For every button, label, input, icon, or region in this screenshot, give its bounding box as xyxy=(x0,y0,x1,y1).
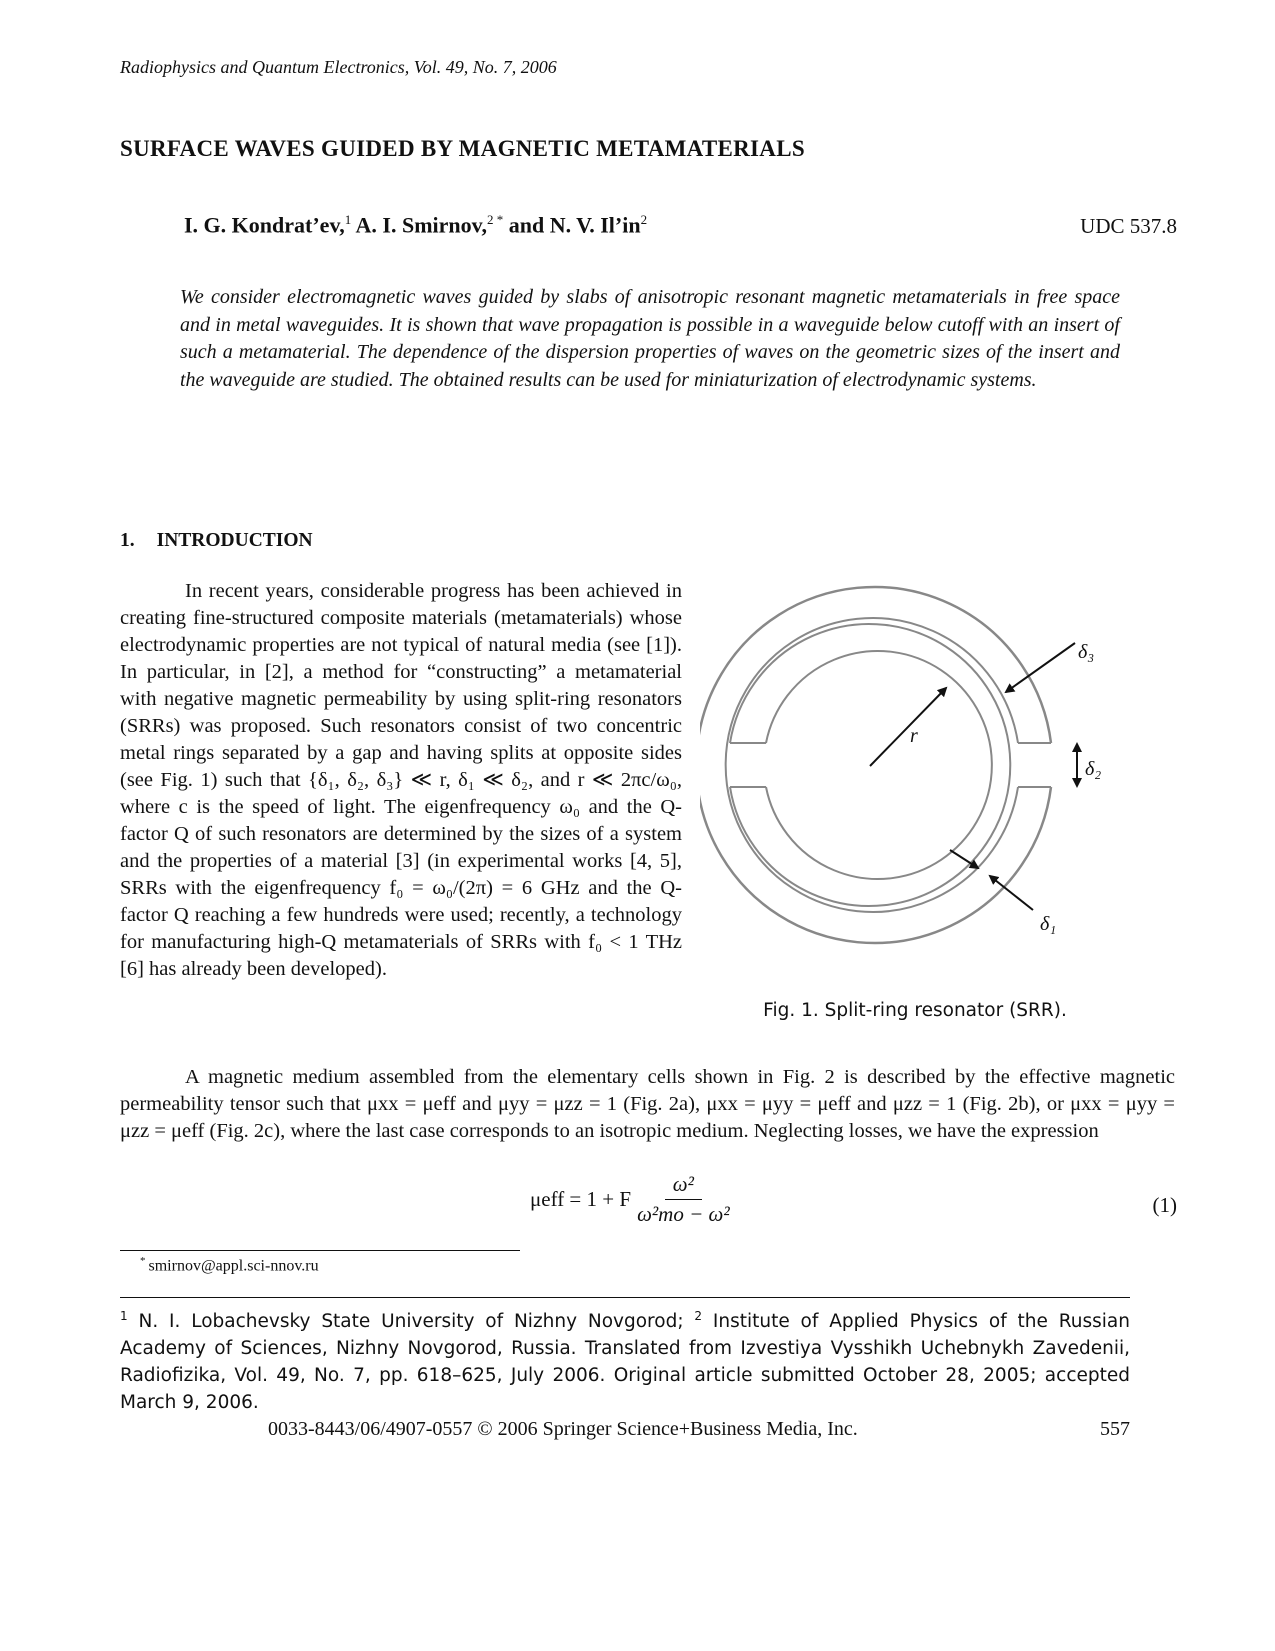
author-2: A. I. Smirnov, xyxy=(355,212,487,238)
section-title: INTRODUCTION xyxy=(156,530,313,551)
paragraph-2: A magnetic medium assembled from the elementary cells shown in Fig. 2 is described by the effective magnetic permeability tensor such that μxx = μeff and μyy = μzz = 1 (Fig. 2a), μxx = μyy = μeff and μzz = 1 (Fig. 2b), or μxx = μyy = μzz = μeff (Fig. 2c), where the last case corresponds to an isotropic medium. Neglecting losses, we have the expression xyxy=(120,1066,1175,1142)
body-full-width xyxy=(120,1064,1175,1145)
delta3-arrow xyxy=(1006,643,1075,692)
author-list xyxy=(184,212,647,238)
affil-mark-2: 2 xyxy=(694,1309,703,1323)
footnote-divider xyxy=(120,1250,520,1251)
author-3-affil: 2 xyxy=(640,212,648,227)
intro-column xyxy=(120,578,682,983)
delta3-label: δ₃ xyxy=(1078,641,1095,663)
author-2-affil: 2 * xyxy=(486,212,504,227)
copyright-line: 0033-8443/06/4907-0557 © 2006 Springer Science+Business Media, Inc. xyxy=(268,1418,858,1440)
delta1-label: δ₁ xyxy=(1040,913,1057,935)
section-number: 1. xyxy=(120,530,135,551)
inner-ring-inner-edge xyxy=(766,651,992,879)
equation-fraction xyxy=(637,1172,730,1227)
footnote-email xyxy=(140,1255,319,1275)
equation-numerator: ω² xyxy=(665,1172,702,1200)
intro-paragraph: In recent years, considerable progress has been achieved in creating fine-structured composite materials (metamaterials) whose electrodynamic properties are not typical of natural media (see [1]). In particular, in [2], a method for “constructing” a metamaterial with negative magnetic permeability by using split-ring resonators (SRRs) was proposed. Such resonators consist of two concentric metal rings separated by a gap and having splits at opposite sides (see Fig. 1) such that {δ₁, δ₂, δ₃} ≪ r, δ₁ ≪ δ₂, and r ≪ 2πc/ω₀, where c is the speed of light. The eigenfrequency ω₀ and the Q-factor Q of such resonators are determined by the sizes of a system and the properties of a material [3] (in experimental works [4, 5], SRRs with the eigenfrequency f₀ = ω₀/(2π) = 6 GHz and the Q-factor Q reaching a few hundreds were used; recently, a technology for manufacturing high-Q metamaterials of SRRs with f₀ < 1 THz [6] has already been developed). xyxy=(120,580,682,980)
affil-text-2: Institute of Applied Physics of the Russian Academy of Sciences, Nizhny Novgorod, Russia. Translated from Izvestiya Vysshikh Uchebnykh Zavedenii, Radiofizika, Vol. 49, No. 7, pp. 618–625, July 2006. Original article submitted October 28, 2005; accepted March 9, 2006. xyxy=(120,1311,1130,1414)
affil-text-1: N. I. Lobachevsky State University of Nizhny Novgorod; xyxy=(138,1311,684,1333)
author-1: I. G. Kondrat’ev, xyxy=(184,212,345,238)
delta2-label: δ₂ xyxy=(1085,758,1102,780)
equation-lhs: μeff = 1 + F xyxy=(530,1187,632,1211)
paper-title: SURFACE WAVES GUIDED BY MAGNETIC METAMATERIALS xyxy=(120,136,805,161)
author-1-affil: 1 xyxy=(344,212,352,227)
journal-header: Radiophysics and Quantum Electronics, Vol. 49, No. 7, 2006 xyxy=(120,57,557,77)
radius-arrow xyxy=(870,688,946,766)
author-3: N. V. Il’in xyxy=(549,212,641,238)
equation-denominator: ω²mo − ω² xyxy=(637,1202,730,1226)
author-and: and xyxy=(508,212,545,238)
equation-1 xyxy=(530,1172,730,1227)
equation-number: (1) xyxy=(1152,1193,1177,1217)
affiliation-divider xyxy=(120,1297,1130,1298)
figure-srr xyxy=(700,580,1150,980)
radius-label: r xyxy=(910,725,918,747)
figure-caption: Fig. 1. Split-ring resonator (SRR). xyxy=(763,1000,1067,1021)
footnote-mark: * xyxy=(140,1255,146,1267)
outer-ring-outer-edge xyxy=(700,587,1051,943)
section-heading xyxy=(120,530,313,552)
abstract: We consider electromagnetic waves guided by slabs of anisotropic resonant magnetic metamaterials in free space and in metal waveguides. It is shown that wave propagation is possible in a waveguide below cutoff with an insert of such a metamaterial. The dependence of the dispersion properties of waves on the geometric sizes of the insert and the waveguide are studied. The obtained results can be used for miniaturization of electrodynamic systems. xyxy=(180,286,1120,391)
footnote-email-text[interactable]: smirnov@appl.sci-nnov.ru xyxy=(148,1257,319,1275)
page-number: 557 xyxy=(1100,1418,1130,1440)
affil-mark-1: 1 xyxy=(120,1309,128,1323)
srr-diagram xyxy=(700,580,1150,980)
udc-code: UDC 537.8 xyxy=(1080,214,1177,238)
affiliation-block xyxy=(120,1303,1130,1416)
